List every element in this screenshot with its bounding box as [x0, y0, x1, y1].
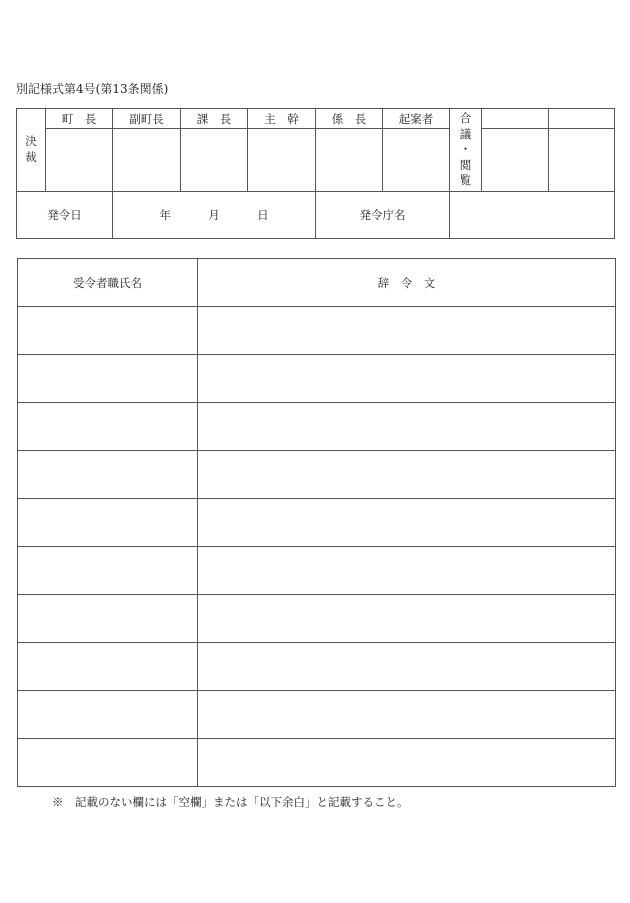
- issue-date-label: 発令日: [17, 192, 113, 239]
- table-row: [18, 355, 616, 403]
- order-text-cell[interactable]: [198, 403, 616, 451]
- gougi-seal-cell[interactable]: [482, 129, 549, 192]
- order-text-cell[interactable]: [198, 355, 616, 403]
- recipient-cell[interactable]: [18, 595, 198, 643]
- recipient-cell[interactable]: [18, 355, 198, 403]
- gougi-char: 閲: [459, 157, 472, 172]
- role-header-subsection-chief: 係 長: [316, 109, 383, 129]
- order-text-cell[interactable]: [198, 451, 616, 499]
- issuing-office-field[interactable]: [450, 192, 615, 239]
- order-text-cell[interactable]: [198, 643, 616, 691]
- seal-cell-chief-officer[interactable]: [248, 129, 316, 192]
- table-row: [18, 499, 616, 547]
- appointment-table: [17, 258, 616, 787]
- role-header-chief-officer: 主 幹: [248, 109, 316, 129]
- seal-cell-subsection-chief[interactable]: [316, 129, 383, 192]
- recipient-cell[interactable]: [18, 403, 198, 451]
- table-row: [18, 451, 616, 499]
- recipient-cell[interactable]: [18, 547, 198, 595]
- recipient-column-header: 受令者職氏名: [18, 259, 198, 307]
- seal-cell-drafter[interactable]: [383, 129, 450, 192]
- recipient-cell[interactable]: [18, 643, 198, 691]
- table-row: [18, 643, 616, 691]
- gougi-header-cell[interactable]: [549, 109, 615, 129]
- gougi-label-cell: [450, 109, 482, 192]
- table-row: [18, 403, 616, 451]
- seal-cell-deputy-mayor[interactable]: [113, 129, 181, 192]
- kessai-char: 裁: [25, 150, 37, 164]
- recipient-cell[interactable]: [18, 307, 198, 355]
- gougi-char: 議: [459, 126, 472, 141]
- approval-table: [16, 108, 615, 239]
- gougi-char: 覧: [459, 173, 472, 188]
- order-text-cell[interactable]: [198, 499, 616, 547]
- gougi-seal-cell[interactable]: [549, 129, 615, 192]
- seal-cell-town-mayor[interactable]: [46, 129, 113, 192]
- footnote: ※ 記載のない欄には「空欄」または「以下余白」と記載すること。: [52, 795, 409, 809]
- date-month-label: 月: [208, 208, 220, 222]
- role-header-drafter: 起案者: [383, 109, 450, 129]
- gougi-header-cell[interactable]: [482, 109, 549, 129]
- table-row: [18, 547, 616, 595]
- role-header-section-chief: 課 長: [181, 109, 248, 129]
- recipient-cell[interactable]: [18, 451, 198, 499]
- table-row: [18, 691, 616, 739]
- form-title: 別記様式第4号(第13条関係): [16, 82, 169, 96]
- table-row: [18, 307, 616, 355]
- order-text-cell[interactable]: [198, 691, 616, 739]
- recipient-cell[interactable]: [18, 739, 198, 787]
- order-text-column-header: 辞 令 文: [198, 259, 616, 307]
- order-text-cell[interactable]: [198, 595, 616, 643]
- recipient-cell[interactable]: [18, 499, 198, 547]
- date-year-label: 年: [159, 208, 171, 222]
- issue-date-field[interactable]: [113, 192, 316, 239]
- kessai-char: 決: [25, 134, 37, 149]
- role-header-deputy-mayor: 副町長: [113, 109, 181, 129]
- seal-cell-section-chief[interactable]: [181, 129, 248, 192]
- kessai-label-cell: [17, 109, 46, 192]
- order-text-cell[interactable]: [198, 307, 616, 355]
- gougi-char: 合: [459, 111, 472, 126]
- date-day-label: 日: [257, 208, 269, 222]
- table-row: [18, 595, 616, 643]
- gougi-char: ・: [459, 142, 472, 157]
- issuing-office-label: 発令庁名: [316, 192, 450, 239]
- order-text-cell[interactable]: [198, 547, 616, 595]
- recipient-cell[interactable]: [18, 691, 198, 739]
- order-text-cell[interactable]: [198, 739, 616, 787]
- table-row: [18, 739, 616, 787]
- role-header-town-mayor: 町 長: [46, 109, 113, 129]
